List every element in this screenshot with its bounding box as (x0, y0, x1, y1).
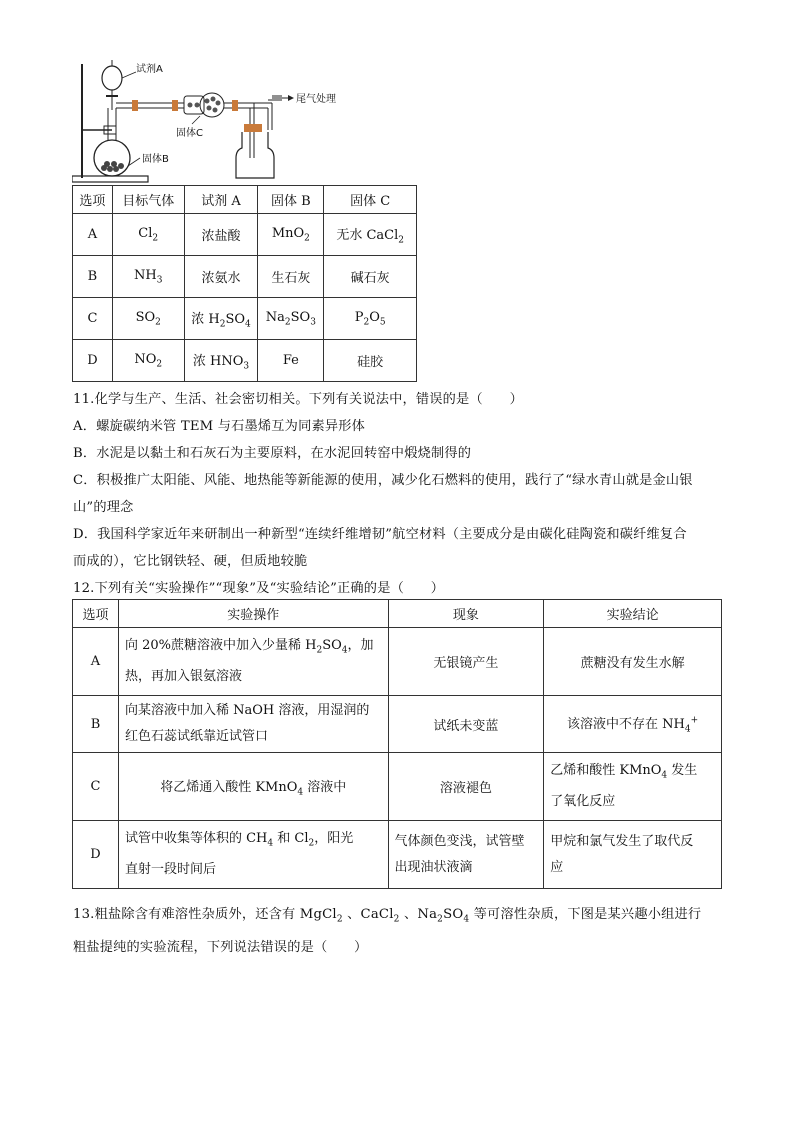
conclusion-cell: 甲烷和氯气发生了取代反 应 (544, 821, 722, 889)
q13-line2: 粗盐提纯的实验流程，下列说法错误的是（ ） (73, 940, 368, 955)
conclusion-cell: 蔗糖没有发生水解 (544, 628, 722, 696)
q13-line1: 13.粗盐除含有难溶性杂质外，还含有 MgCl$_2$ 、CaCl$_2$ 、$Na_2SO_4$ 等可溶性杂质，下图是某兴趣小组进行 (73, 907, 702, 925)
option-cell: C (73, 298, 113, 340)
option-cell: C (73, 753, 119, 821)
table-row (73, 628, 722, 696)
option-cell: A (73, 214, 113, 256)
header-solid-b: 固体 B (258, 186, 324, 214)
gas-cell: $NO_2$ (112, 340, 184, 382)
reagent-a-label: 试剂A (136, 64, 163, 75)
table-row (73, 214, 417, 256)
table-row (73, 821, 722, 889)
phenomenon-cell: 无银镜产生 (388, 628, 544, 696)
phenomenon-cell: 溶液褪色 (388, 753, 544, 821)
header-reagent-a: 试剂 A (184, 186, 258, 214)
solid-b-cell: MnO$_2$ (258, 214, 324, 256)
phenomenon-cell: 试纸未变蓝 (388, 696, 544, 753)
solid-c-cell: 硅胶 (324, 340, 417, 382)
table-row (73, 298, 417, 340)
q11-option-d-line2: 而成的），它比钢铁轻、硬，但质地较脆 (73, 554, 308, 569)
operation-cell: 试管中收集等体积的 $CH_4$ 和 $Cl_2$，阳光 直射一段时间后 (118, 821, 388, 889)
table-header-row (73, 600, 722, 628)
table-row (73, 340, 417, 382)
header-phenomenon: 现象 (388, 600, 544, 628)
operation-cell: 将乙烯通入酸性 KMnO$_4$ 溶液中 (118, 753, 388, 821)
solid-b-label: 固体B (142, 154, 169, 165)
gas-cell: $NH_3$ (112, 256, 184, 298)
q11-option-c-line1: C．积极推广太阳能、风能、地热能等新能源的使用，减少化石燃料的使用，践行了“绿水青山就是金山银 (73, 473, 693, 488)
option-cell: D (73, 821, 119, 889)
option-cell: B (73, 256, 113, 298)
solid-b-cell: $Na_2SO_3$ (258, 298, 324, 340)
reagent-table (72, 185, 417, 382)
apparatus-figure (72, 58, 372, 186)
header-target-gas: 目标气体 (112, 186, 184, 214)
table-row (73, 753, 722, 821)
header-option: 选项 (73, 186, 113, 214)
solid-b-cell: Fe (258, 340, 324, 382)
q11-stem: 11.化学与生产、生活、社会密切相关。下列有关说法中，错误的是（ ） (73, 392, 523, 407)
table-header-row (73, 186, 417, 214)
operation-cell: 向 20%蔗糖溶液中加入少量稀 $H_2SO_4$，加 热，再加入银氨溶液 (118, 628, 388, 696)
option-cell: B (73, 696, 119, 753)
gas-cell: $SO_2$ (112, 298, 184, 340)
reagent-cell: 浓盐酸 (184, 214, 258, 256)
q11-option-a: A．螺旋碳纳米管 TEM 与石墨烯互为同素异形体 (73, 419, 366, 434)
reagent-cell: 浓 $H_2SO_4$ (184, 298, 258, 340)
solid-c-cell: 无水 CaCl$_2$ (324, 214, 417, 256)
reagent-cell: 浓氨水 (184, 256, 258, 298)
operation-cell: 向某溶液中加入稀 NaOH 溶液，用湿润的 红色石蕊试纸靠近试管口 (118, 696, 388, 753)
header-solid-c: 固体 C (324, 186, 417, 214)
conclusion-cell: 该溶液中不存在 $NH_4^+$ (544, 696, 722, 753)
q11-option-c-line2: 山”的理念 (73, 500, 134, 515)
solid-c-label: 固体C (176, 128, 203, 139)
header-conclusion: 实验结论 (544, 600, 722, 628)
solid-c-cell: $P_2O_5$ (324, 298, 417, 340)
phenomenon-cell: 气体颜色变浅，试管壁 出现油状液滴 (388, 821, 544, 889)
option-cell: D (73, 340, 113, 382)
table-row (73, 256, 417, 298)
exhaust-label: 尾气处理 (296, 94, 336, 105)
q11-option-d-line1: D．我国科学家近年来研制出一种新型“连续纤维增韧”航空材料（主要成分是由碳化硅陶瓷和碳纤维复合 (73, 527, 687, 542)
solid-b-cell: 生石灰 (258, 256, 324, 298)
q12-stem: 12.下列有关“实验操作”“现象”及“实验结论”正确的是（ ） (73, 581, 445, 596)
header-operation: 实验操作 (118, 600, 388, 628)
conclusion-cell: 乙烯和酸性 KMnO$_4$ 发生 了氧化反应 (544, 753, 722, 821)
table-row (73, 696, 722, 753)
gas-cell: $Cl_2$ (112, 214, 184, 256)
option-cell: A (73, 628, 119, 696)
header-option: 选项 (73, 600, 119, 628)
solid-c-cell: 碱石灰 (324, 256, 417, 298)
q11-option-b: B．水泥是以黏土和石灰石为主要原料，在水泥回转窑中煅烧制得的 (73, 446, 472, 461)
reagent-cell: 浓 $HNO_3$ (184, 340, 258, 382)
experiment-table (72, 599, 722, 889)
